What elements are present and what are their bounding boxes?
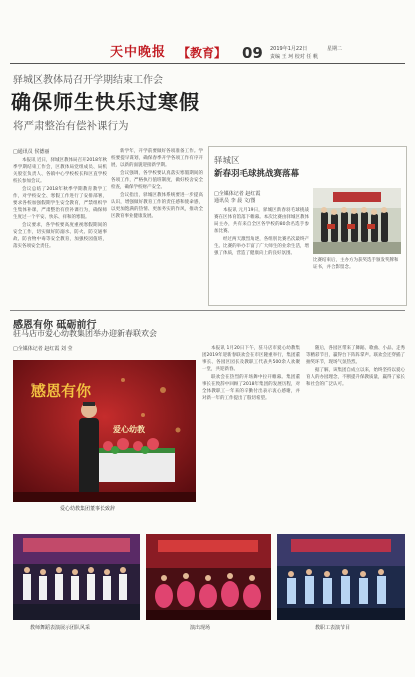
lead-paragraph: 会议要求，各学校要高度重视寒假期间的安全工作，切实做好防溺水、防火、防交通事故、防食物中毒等安全教育，加强校园值班，落实各项安全责任。: [13, 223, 107, 249]
masthead-rule: [10, 63, 405, 64]
lead-paragraph: 本报讯 近日，驿城区教体局召开2018年秋季学期结束工作会，区教体局党组成员、局机关股室负责人、各镇中心学校校长和区直学校校长参加会议。: [13, 158, 107, 184]
mid-paragraph: 联欢会在热烈的开场舞中拉开帷幕。集团董事长在致辞中回顾了2018年集团的发展历程，对全体教职工一年来的辛勤付出表示衷心感谢，并对新一年的工作提出了殷切希望。: [202, 375, 300, 401]
dance-photo-left-caption: 教师舞蹈表演展示团队风采: [30, 625, 91, 631]
issue-weekday: 星期二: [327, 46, 343, 52]
mid-paragraph: 随后，各园区带来了舞蹈、歌曲、小品、走秀等精彩节目，赢得台下阵阵掌声。联欢会还穿插了抽奖环节，现场气氛热烈。: [306, 346, 405, 365]
mid-paragraph: 据了解，该集团自成立以来，始终坚持以爱心育人的办园理念，不断提升保教质量，赢得了家长和社会的广泛认可。: [306, 368, 405, 387]
dance-photo-mid: [146, 534, 271, 620]
editor-credits: 责编 王 珂 校对 任 帆: [270, 54, 318, 60]
mid-subhead: 驻马店市爱心幼教集团举办迎新春联欢会: [13, 329, 157, 338]
stage-banner-text: 感恩有你: [31, 382, 92, 400]
lead-byline: □通讯员 侯德丽: [13, 149, 50, 155]
section-name: 【教育】: [178, 46, 227, 60]
lead-column-1: [13, 157, 107, 305]
lead-paragraph: 会议强调，各学校要认真落实寒假期间的各项工作，严格执行值班制度，做好校舍安全检查，确保学校财产安全。: [111, 171, 203, 190]
sidebar-byline: [214, 190, 260, 204]
section-divider: [10, 310, 405, 311]
dance-photo-left: [13, 534, 140, 620]
newspaper-logo: 天中晚报: [110, 45, 167, 60]
lead-column-2: [111, 148, 203, 305]
sidebar-paragraph: 经过两天激烈角逐，各组别比赛名次最终产生。比赛的举办丰富了广大师生的业余生活，增强了体质，营造了健康向上的良好氛围。: [214, 237, 309, 256]
lead-paragraph: 新学年，开学前要做好各项准备工作。学校要提早谋划，确保春季开学各项工作有序开展，以新的面貌迎接新学期。: [111, 149, 203, 168]
sidebar-byline-line: 通讯员 李 晨 文/图: [214, 198, 256, 204]
lead-kicker: 驿城区教体局召开学期结束工作会: [13, 75, 163, 86]
mid-column-1: [202, 345, 300, 525]
mid-byline: □全媒体记者 赵红霞 刘 莹: [13, 346, 73, 352]
speech-photo: [13, 360, 196, 502]
speech-photo-caption: 爱心幼教集团董事长致辞: [60, 506, 116, 512]
sidebar-paragraph: 本报讯 元月19日，驿城区新春羽毛球挑战赛在区体育馆落下帷幕。本次比赛由驿城区教体局主办，共有来自全区各学校的80余名选手参加比赛。: [214, 208, 309, 234]
mid-headline: 感恩有你 砥砺前行: [13, 320, 97, 331]
lead-subhead: 将严肃整治有偿补课行为: [13, 120, 129, 132]
sidebar-subtitle: 新春羽毛球挑战赛落幕: [214, 169, 300, 179]
sidebar-body: [214, 207, 309, 302]
page-number: 09: [242, 44, 263, 62]
stage-sub-text: 爱心幼教: [113, 424, 145, 434]
dance-photo-right-caption: 教职工表演节目: [315, 625, 351, 631]
lead-paragraph: 会议指出，驿城区教体系统要进一步提高认识，增强做好教育工作的责任感和使命感，以更加饱满的热情、更加务实的作风，推动全区教育事业健康发展。: [111, 193, 203, 219]
mid-paragraph: 本报讯 1月20日下午，驻马店市爱心幼教集团2019年迎新春联欢会在市区隆重举行，集团董事长、各园区园长及教职工代表共500余人欢聚一堂，共迎新春。: [202, 346, 300, 372]
sidebar-title: 驿城区: [214, 156, 240, 166]
lead-headline: 确保师生快乐过寒假: [11, 90, 200, 114]
sidebar-byline-line: □全媒体记者 赵红霞: [214, 191, 261, 197]
masthead: [10, 45, 405, 65]
issue-date: 2019年1月22日: [270, 46, 308, 52]
mid-column-2: [306, 345, 405, 525]
badminton-photo-caption: 比赛结束后，主办方为获奖选手颁发奖牌和证书，并合影留念。: [313, 258, 399, 270]
dance-photo-right: [277, 534, 405, 620]
lead-paragraph: 会议总结了2018年秋季学期教育教学工作，对学校安全、寒假工作进行了安排部署，要求各校加强假期学生安全教育，严禁组织学生集体补课，严肃整治有偿补课行为，确保师生度过一个平安、快乐、祥和的寒假。: [13, 187, 107, 220]
badminton-award-photo: [313, 188, 401, 254]
dance-photo-mid-caption: 演出现场: [190, 625, 211, 631]
